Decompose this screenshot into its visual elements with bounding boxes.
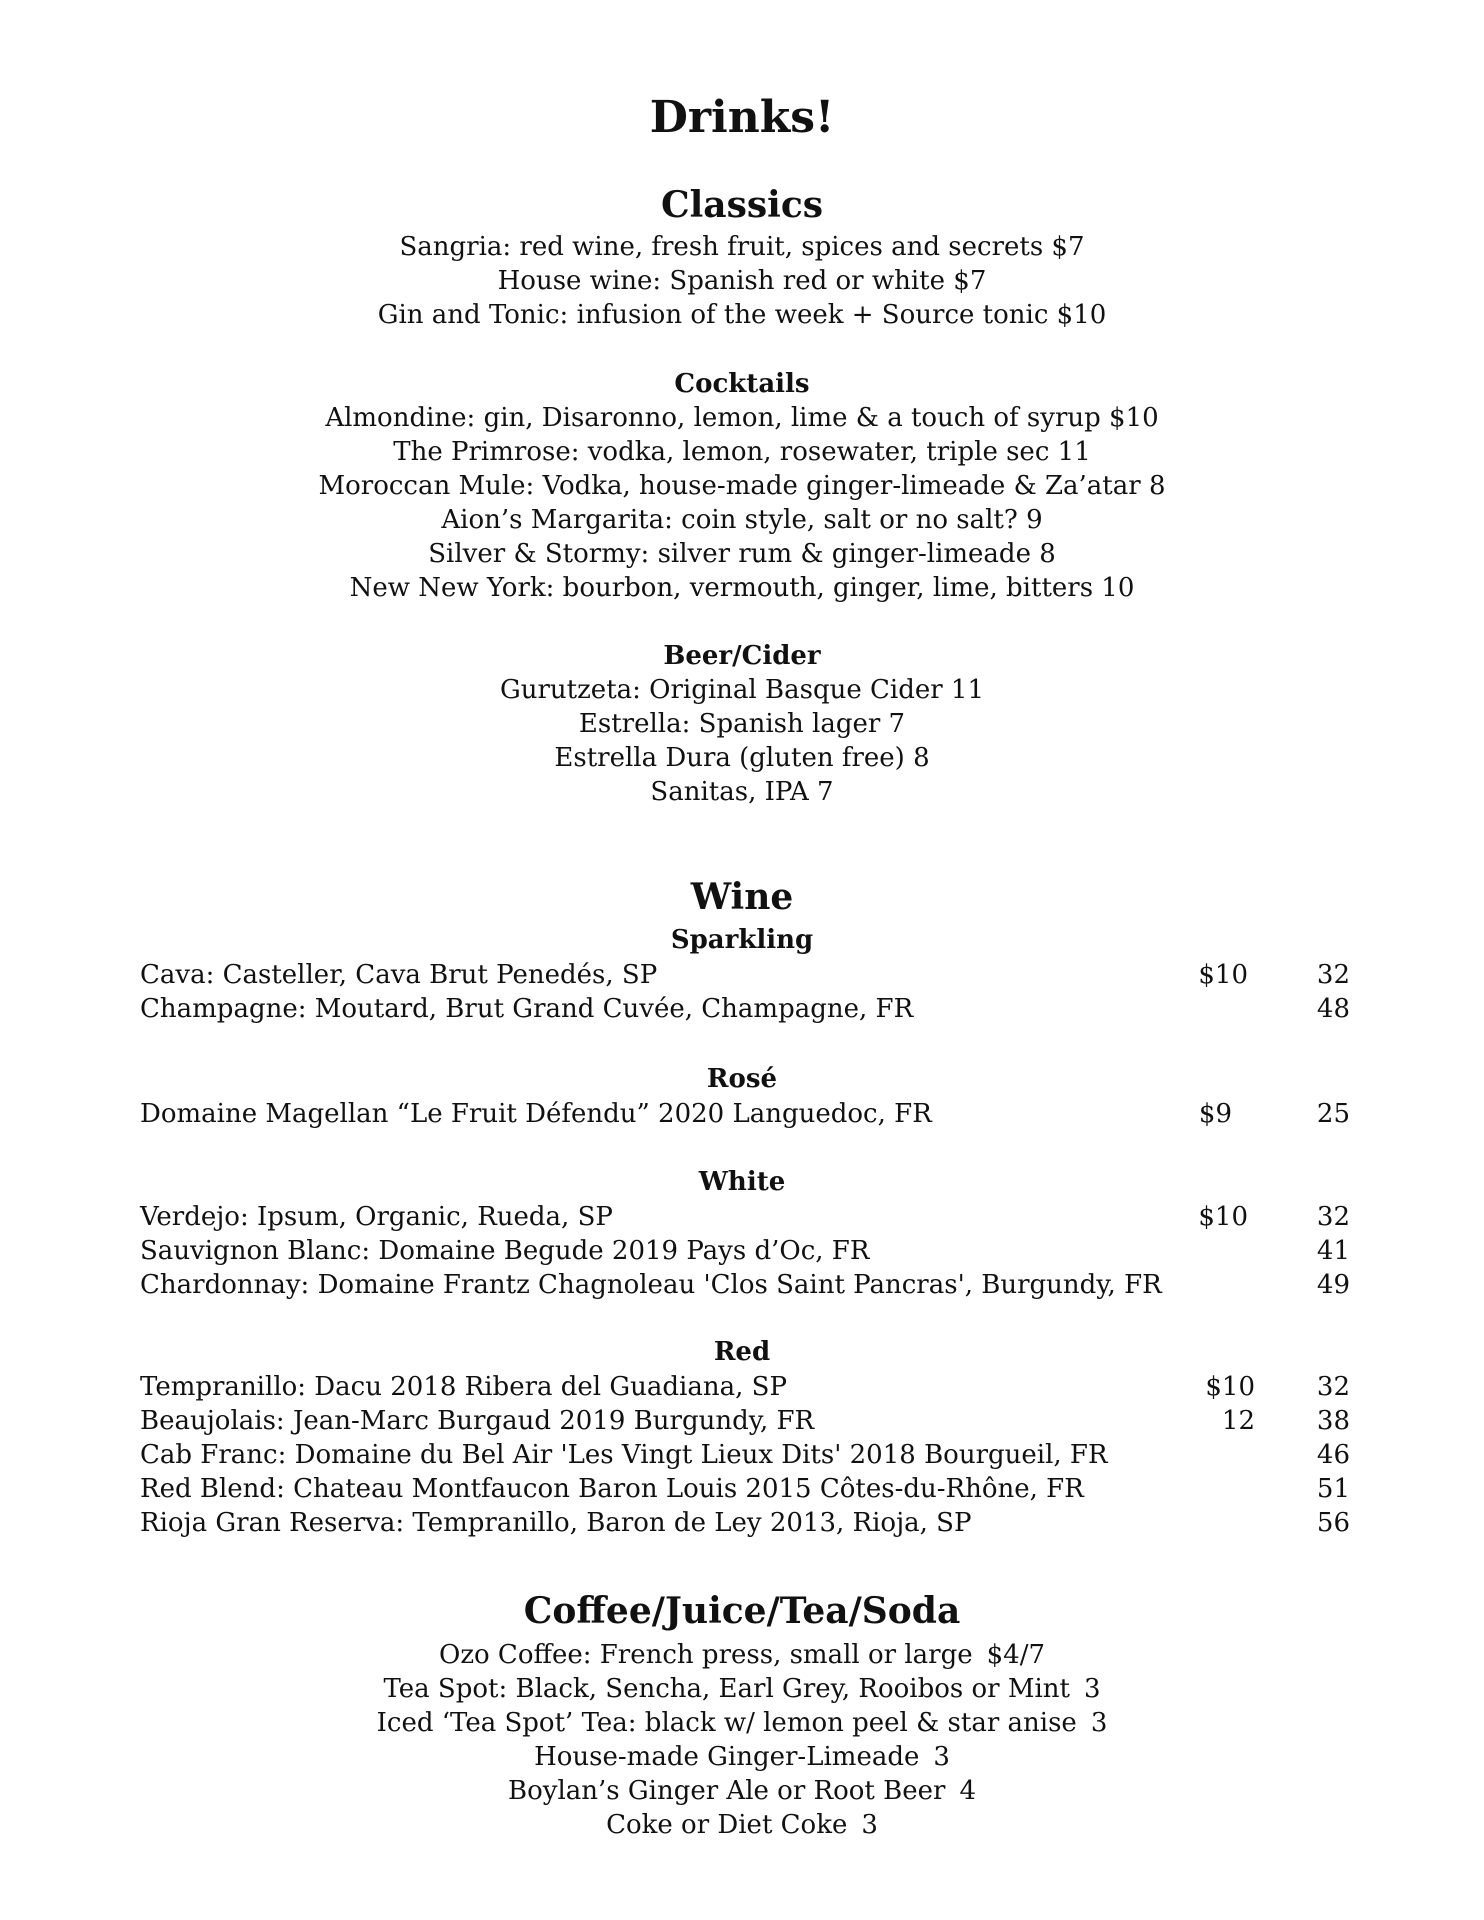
wine-bottle-price: 41 (1316, 1236, 1350, 1266)
classics-item: House wine: Spanish red or white $7 (497, 266, 987, 296)
item-price: 3 (1090, 1708, 1108, 1738)
wine-name: Tempranillo: Dacu 2018 Ribera del Guadiana, SP (140, 1372, 787, 1402)
wine-row (140, 1268, 1350, 1302)
cocktail-item: Silver & Stormy: silver rum & ginger-limeade 8 (428, 539, 1056, 569)
sparkling-heading: Sparkling (670, 925, 814, 955)
wine-row (140, 992, 1350, 1026)
wine-name: Rioja Gran Reserva: Tempranillo, Baron de Ley 2013, Rioja, SP (140, 1508, 972, 1538)
item-price: 3 (933, 1742, 950, 1772)
cocktail-item: Almondine: gin, Disaronno, lemon, lime & a touch of syrup $10 (325, 403, 1159, 433)
wine-glass-price: $9 (1198, 1099, 1232, 1129)
wine-name: Cava: Casteller, Cava Brut Penedés, SP (140, 960, 658, 990)
beer-item: Sanitas, IPA 7 (650, 777, 834, 807)
item-name: Iced ‘Tea Spot’ Tea: black w/ lemon peel & star anise (376, 1708, 1077, 1738)
wine-glass-price: 12 (1221, 1406, 1255, 1436)
wine-bottle-price: 32 (1316, 1202, 1350, 1232)
wine-bottle-price: 32 (1316, 960, 1350, 990)
wine-row (140, 1234, 1350, 1268)
wine-heading: Wine (690, 876, 794, 918)
item-name: Ozo Coffee: French press, small or large (439, 1640, 973, 1670)
item-price: $4/7 (986, 1640, 1045, 1670)
wine-name: Domaine Magellan “Le Fruit Défendu” 2020 Languedoc, FR (140, 1099, 932, 1129)
wine-glass-price: $10 (1198, 1202, 1248, 1232)
wine-glass-price: $10 (1198, 960, 1248, 990)
cocktail-item: The Primrose: vodka, lemon, rosewater, triple sec 11 (393, 437, 1091, 467)
nonalcoholic-item (0, 1774, 1484, 1808)
wine-glass-price: $10 (1205, 1372, 1255, 1402)
wine-name: Chardonnay: Domaine Frantz Chagnoleau 'Clos Saint Pancras', Burgundy, FR (140, 1270, 1162, 1300)
beer-item: Gurutzeta: Original Basque Cider 11 (499, 675, 985, 705)
beer-item: Estrella Dura (gluten free) 8 (554, 743, 930, 773)
wine-name: Verdejo: Ipsum, Organic, Rueda, SP (140, 1202, 613, 1232)
nonalcoholic-item (0, 1808, 1484, 1842)
wine-row (140, 1472, 1350, 1506)
nonalcoholic-item (0, 1740, 1484, 1774)
item-name: Boylan’s Ginger Ale or Root Beer (508, 1776, 946, 1806)
nonalcoholic-item (0, 1706, 1484, 1740)
wine-name: Sauvignon Blanc: Domaine Begude 2019 Pays d’Oc, FR (140, 1236, 870, 1266)
nonalcoholic-item (0, 1638, 1484, 1672)
wine-bottle-price: 46 (1316, 1440, 1350, 1470)
cocktail-item: New New York: bourbon, vermouth, ginger, lime, bitters 10 (349, 573, 1135, 603)
wine-bottle-price: 51 (1316, 1474, 1350, 1504)
red-heading: Red (713, 1337, 771, 1367)
item-price: 4 (959, 1776, 976, 1806)
coffee-juice-tea-soda-heading: Coffee/Juice/Tea/Soda (523, 1590, 961, 1632)
rose-heading: Rosé (706, 1064, 778, 1094)
wine-name: Champagne: Moutard, Brut Grand Cuvée, Champagne, FR (140, 994, 914, 1024)
nonalcoholic-item (0, 1672, 1484, 1706)
item-name: Tea Spot: Black, Sencha, Earl Grey, Rooibos or Mint (383, 1674, 1070, 1704)
beer-item: Estrella: Spanish lager 7 (578, 709, 906, 739)
wine-row (140, 1370, 1350, 1404)
wine-row (140, 1097, 1350, 1131)
wine-bottle-price: 25 (1316, 1099, 1350, 1129)
classics-item: Gin and Tonic: infusion of the week + Source tonic $10 (377, 300, 1107, 330)
cocktails-heading: Cocktails (674, 369, 810, 399)
wine-bottle-price: 48 (1316, 994, 1350, 1024)
wine-bottle-price: 32 (1316, 1372, 1350, 1402)
classics-item: Sangria: red wine, fresh fruit, spices and secrets $7 (399, 232, 1085, 262)
wine-row (140, 1506, 1350, 1540)
wine-bottle-price: 56 (1316, 1508, 1350, 1538)
wine-bottle-price: 38 (1316, 1406, 1350, 1436)
white-heading: White (698, 1167, 786, 1197)
wine-row (140, 958, 1350, 992)
wine-bottle-price: 49 (1316, 1270, 1350, 1300)
item-price: 3 (861, 1810, 878, 1840)
wine-name: Red Blend: Chateau Montfaucon Baron Louis 2015 Côtes-du-Rhône, FR (140, 1474, 1084, 1504)
item-name: House-made Ginger-Limeade (534, 1742, 920, 1772)
menu-title: Drinks! (649, 92, 835, 143)
wine-row (140, 1200, 1350, 1234)
item-price: 3 (1083, 1674, 1101, 1704)
cocktail-item: Moroccan Mule: Vodka, house-made ginger-limeade & Za’atar 8 (318, 471, 1166, 501)
classics-heading: Classics (660, 184, 824, 226)
wine-row (140, 1438, 1350, 1472)
beer-cider-heading: Beer/Cider (663, 641, 821, 671)
item-name: Coke or Diet Coke (606, 1810, 848, 1840)
wine-row (140, 1404, 1350, 1438)
wine-name: Cab Franc: Domaine du Bel Air 'Les Vingt Lieux Dits' 2018 Bourgueil, FR (140, 1440, 1108, 1470)
cocktail-item: Aion’s Margarita: coin style, salt or no salt? 9 (441, 505, 1043, 535)
wine-name: Beaujolais: Jean-Marc Burgaud 2019 Burgundy, FR (140, 1406, 815, 1436)
